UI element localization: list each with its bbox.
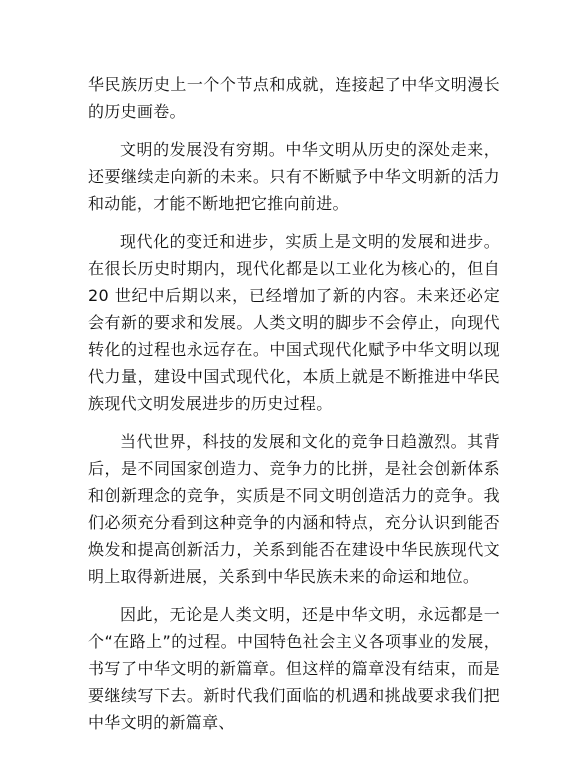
paragraph: 因此，无论是人类文明，还是中华文明，永远都是一个“在路上”的过程。中国特色社会主义各项事业的发展，书写了中华文明的新篇章。但这样的篇章没有结束，而是要继续写下去。新时代我们面临的机遇和挑战要求我们把中华文明的新篇章、 [88, 605, 500, 732]
paragraph: 当代世界，科技的发展和文化的竞争日趋激烈。其背后，是不同国家创造力、竞争力的比拼，是社会创新体系和创新理念的竞争，实质是不同文明创造活力的竞争。我们必须充分看到这种竞争的内涵和特点，充分认识到能否焕发和提高创新活力，关系到能否在建设中华民族现代文明上取得新进展，关系到中华民族未来的命运和地位。 [88, 432, 500, 586]
body-text [88, 71, 500, 747]
paragraph-continued: 华民族历史上一个个节点和成就，连接起了中华文明漫长的历史画卷。 [88, 75, 500, 121]
paragraph: 现代化的变迁和进步，实质上是文明的发展和进步。在很长历史时期内，现代化都是以工业化为核心的，但自 20 世纪中后期以来，已经增加了新的内容。未来还必定会有新的要求和发展。人类文明的脚步不会停止，向现代转化的过程也永远存在。中国式现代化赋予中华文明以现代力量，建设中国式现代化，本质上就是不断推进中华民族现代文明发展进步的历史过程。 [88, 232, 500, 413]
paragraph: 文明的发展没有穷期。中华文明从历史的深处走来，还要继续走向新的未来。只有不断赋予中华文明新的活力和动能，才能不断地把它推向前进。 [88, 140, 500, 213]
